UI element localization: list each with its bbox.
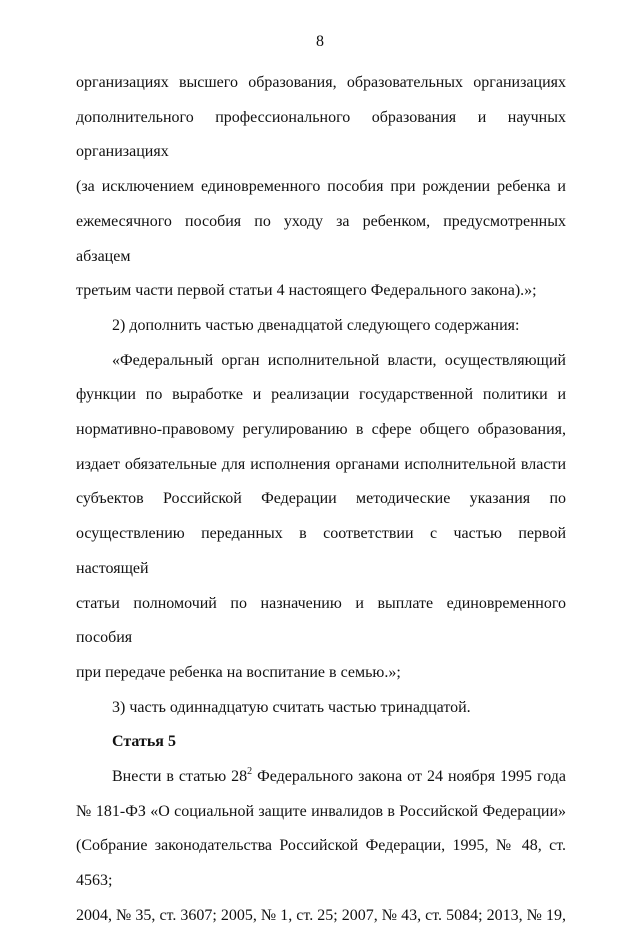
paragraph3-line-1 <box>76 760 566 795</box>
paragraph1-line: дополнительного профессионального образования и научных организациях <box>76 108 566 161</box>
paragraph3-line1-suffix: Федерального закона от 24 ноября 1995 года <box>252 768 566 786</box>
paragraph3-line: № 181-ФЗ «О социальной защите инвалидов в Российской Федерации» <box>76 802 566 820</box>
page-number: 8 <box>316 33 324 50</box>
paragraph2-line: нормативно-правовому регулированию в сфере общего образования, <box>76 421 566 439</box>
paragraph2-line: осуществлению переданных в соответствии с частью первой настоящей <box>76 525 566 577</box>
article-heading: Статья 5 <box>112 733 176 751</box>
paragraph3-line1-prefix: Внести в статью 28 <box>112 768 248 786</box>
superscript: 2 <box>247 766 253 778</box>
paragraph1-line: (за исключением единовременного пособия при рождении ребенка и <box>76 178 566 196</box>
paragraph3-line: 2004, № 35, ст. 3607; 2005, № 1, ст. 25; 2007, № 43, ст. 5084; 2013, № 19, <box>76 906 566 924</box>
paragraph2-line: издает обязательные для исполнения органами исполнительной власти <box>76 455 566 473</box>
paragraph2-line: статьи полномочий по назначению и выплате единовременного пособия <box>76 594 566 647</box>
paragraph2-line: при передаче ребенка на воспитание в семью.»; <box>76 663 401 681</box>
paragraph1-line: третьим части первой статьи 4 настоящего Федерального закона).»; <box>76 282 537 300</box>
item-3: 3) часть одиннадцатую считать частью тринадцатой. <box>112 698 471 716</box>
paragraph1-line: организациях высшего образования, образовательных организациях <box>76 74 566 91</box>
item-2: 2) дополнить частью двенадцатой следующего содержания: <box>112 316 520 334</box>
document-body <box>76 66 566 934</box>
paragraph2-line: субъектов Российской Федерации методические указания по <box>76 490 566 508</box>
paragraph2-line: функции по выработке и реализации государственной политики и <box>76 386 566 404</box>
paragraph1-line: ежемесячного пособия по уходу за ребенком, предусмотренных абзацем <box>76 212 566 265</box>
paragraph3-line: (Собрание законодательства Российской Федерации, 1995, № 48, ст. 4563; <box>76 837 566 890</box>
paragraph2-line: «Федеральный орган исполнительной власти, осуществляющий <box>112 351 566 369</box>
